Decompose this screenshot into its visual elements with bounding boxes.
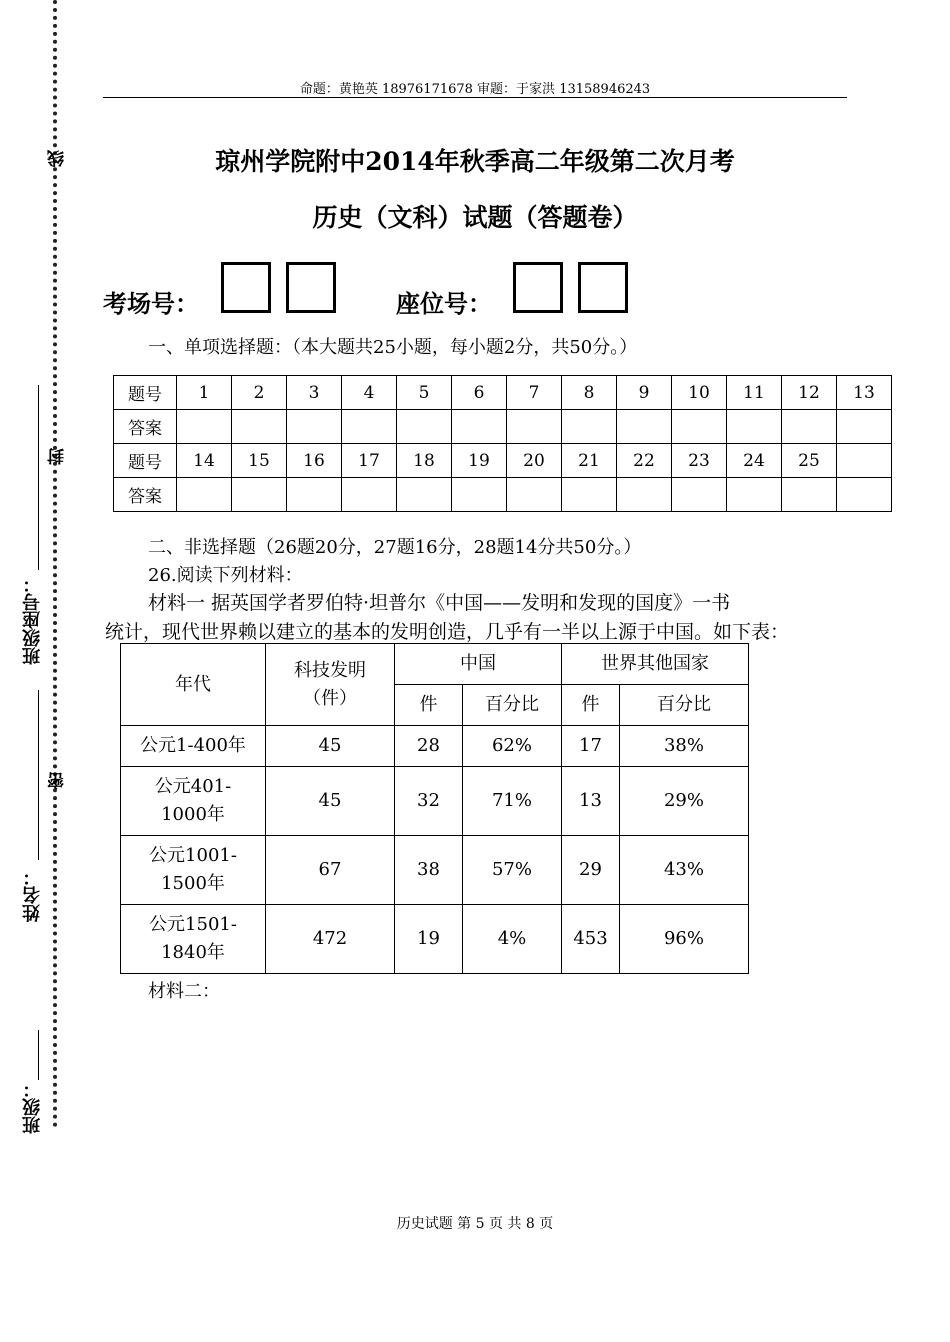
answer-cell[interactable] <box>672 478 727 512</box>
china-percent-cell: 57% <box>463 836 562 905</box>
world-count-cell: 29 <box>562 836 620 905</box>
china-count-cell: 32 <box>395 767 463 836</box>
question-number: 18 <box>397 444 452 478</box>
question-number: 5 <box>397 376 452 410</box>
total-cell: 45 <box>266 726 395 767</box>
class-blank <box>38 1030 39 1080</box>
exam-room-box-2[interactable] <box>286 262 336 313</box>
question-number: 21 <box>562 444 617 478</box>
material1-line2: 统计，现代世界赖以建立的基本的发明创造，几乎有一半以上源于中国。如下表： <box>105 621 790 643</box>
margin-mark-mi: 密 <box>48 772 68 789</box>
question-number: 24 <box>727 444 782 478</box>
answer-cell[interactable] <box>342 478 397 512</box>
row-label-question: 题号 <box>114 444 177 478</box>
answer-grid-answer-row-2 <box>114 478 892 512</box>
header-rule <box>103 97 847 98</box>
table-row <box>121 905 749 974</box>
margin-seat-number-label: 班级座号： <box>22 575 43 665</box>
question-number: 1 <box>177 376 232 410</box>
row-label-answer: 答案 <box>114 478 177 512</box>
world-percent-cell: 96% <box>620 905 749 974</box>
margin-name-label: 姓名： <box>22 868 43 922</box>
china-count-cell: 28 <box>395 726 463 767</box>
answer-grid-question-row-2 <box>114 444 892 478</box>
answer-grid-answer-row-1 <box>114 410 892 444</box>
header-world-percent: 百分比 <box>620 685 749 726</box>
world-percent-cell: 38% <box>620 726 749 767</box>
header-china-percent: 百分比 <box>463 685 562 726</box>
china-percent-cell: 4% <box>463 905 562 974</box>
header-china: 中国 <box>395 644 562 685</box>
world-count-cell: 453 <box>562 905 620 974</box>
answer-grid <box>113 375 892 512</box>
seat-box-2[interactable] <box>578 262 628 313</box>
answer-cell[interactable] <box>177 410 232 444</box>
total-cell: 67 <box>266 836 395 905</box>
answer-cell[interactable] <box>287 410 342 444</box>
margin-class-label: 班级： <box>22 1080 43 1134</box>
question-number: 4 <box>342 376 397 410</box>
section1-heading: 一、单项选择题：（本大题共25小题，每小题2分，共50分。） <box>148 337 638 358</box>
world-count-cell: 13 <box>562 767 620 836</box>
answer-cell[interactable] <box>397 478 452 512</box>
world-percent-cell: 29% <box>620 767 749 836</box>
question-number: 22 <box>617 444 672 478</box>
question-number: 11 <box>727 376 782 410</box>
question-number: 12 <box>782 376 837 410</box>
question-number: 6 <box>452 376 507 410</box>
question-number: 23 <box>672 444 727 478</box>
era-cell: 公元1001-1500年 <box>121 836 266 905</box>
answer-cell[interactable] <box>727 478 782 512</box>
table-row <box>121 726 749 767</box>
question-number: 16 <box>287 444 342 478</box>
question-number: 15 <box>232 444 287 478</box>
answer-cell[interactable] <box>342 410 397 444</box>
answer-cell[interactable] <box>837 410 892 444</box>
material2-label: 材料二： <box>148 981 220 1002</box>
page-header: 命题：黄艳英 18976171678 审题：于家洪 13158946243 <box>299 82 651 97</box>
answer-cell[interactable] <box>782 478 837 512</box>
question-number: 25 <box>782 444 837 478</box>
question-number: 17 <box>342 444 397 478</box>
question-number: 7 <box>507 376 562 410</box>
question-number: 10 <box>672 376 727 410</box>
answer-cell[interactable] <box>177 478 232 512</box>
table-row <box>121 767 749 836</box>
china-percent-cell: 71% <box>463 767 562 836</box>
answer-cell[interactable] <box>837 478 892 512</box>
question-number: 14 <box>177 444 232 478</box>
exam-room-label: 考场号： <box>103 289 199 318</box>
seat-number-blank <box>38 385 39 570</box>
row-label-question: 题号 <box>114 376 177 410</box>
answer-cell[interactable] <box>562 410 617 444</box>
answer-grid-question-row-1 <box>114 376 892 410</box>
exam-subtitle: 历史（文科）试题（答题卷） <box>312 203 638 232</box>
china-percent-cell: 62% <box>463 726 562 767</box>
world-count-cell: 17 <box>562 726 620 767</box>
table-row <box>121 836 749 905</box>
question-number: 2 <box>232 376 287 410</box>
answer-cell[interactable] <box>562 478 617 512</box>
answer-cell[interactable] <box>397 410 452 444</box>
header-inventions: 科技发明（件） <box>266 644 395 726</box>
era-cell: 公元1501-1840年 <box>121 905 266 974</box>
material1-line1: 材料一 据英国学者罗伯特·坦普尔《中国——发明和发现的国度》一书 <box>148 592 731 614</box>
header-world-count: 件 <box>562 685 620 726</box>
question-number: 13 <box>837 376 892 410</box>
exam-room-box-1[interactable] <box>221 262 271 313</box>
total-cell: 472 <box>266 905 395 974</box>
answer-cell[interactable] <box>617 478 672 512</box>
seat-number-label: 座位号： <box>396 289 492 318</box>
row-label-answer: 答案 <box>114 410 177 444</box>
header-china-count: 件 <box>395 685 463 726</box>
section2-heading: 二、非选择题（26题20分，27题16分，28题14分共50分。） <box>148 537 642 558</box>
margin-mark-feng: 封 <box>48 448 68 465</box>
question-number: 3 <box>287 376 342 410</box>
margin-mark-xian: 线 <box>48 150 68 167</box>
answer-cell[interactable] <box>617 410 672 444</box>
question-number: 8 <box>562 376 617 410</box>
exam-title: 琼州学院附中2014年秋季高二年级第二次月考 <box>215 147 735 176</box>
question-number: 9 <box>617 376 672 410</box>
question-number: 20 <box>507 444 562 478</box>
answer-cell[interactable] <box>727 410 782 444</box>
answer-cell[interactable] <box>232 478 287 512</box>
china-count-cell: 19 <box>395 905 463 974</box>
era-cell: 公元401-1000年 <box>121 767 266 836</box>
header-era: 年代 <box>121 644 266 726</box>
china-count-cell: 38 <box>395 836 463 905</box>
answer-cell[interactable] <box>452 478 507 512</box>
total-cell: 45 <box>266 767 395 836</box>
inventions-table <box>120 643 749 974</box>
binding-dotted-line <box>53 0 57 1128</box>
answer-cell[interactable] <box>507 410 562 444</box>
answer-cell[interactable] <box>452 410 507 444</box>
answer-cell[interactable] <box>507 478 562 512</box>
answer-cell[interactable] <box>287 478 342 512</box>
seat-box-1[interactable] <box>513 262 563 313</box>
world-percent-cell: 43% <box>620 836 749 905</box>
answer-cell[interactable] <box>782 410 837 444</box>
name-blank <box>38 690 39 860</box>
question-26-prompt: 26.阅读下列材料： <box>148 565 303 586</box>
answer-cell[interactable] <box>672 410 727 444</box>
header-world: 世界其他国家 <box>562 644 749 685</box>
page-footer: 历史试题 第 5 页 共 8 页 <box>396 1216 554 1232</box>
answer-cell[interactable] <box>232 410 287 444</box>
question-number: 19 <box>452 444 507 478</box>
question-number <box>837 444 892 478</box>
era-cell: 公元1-400年 <box>121 726 266 767</box>
